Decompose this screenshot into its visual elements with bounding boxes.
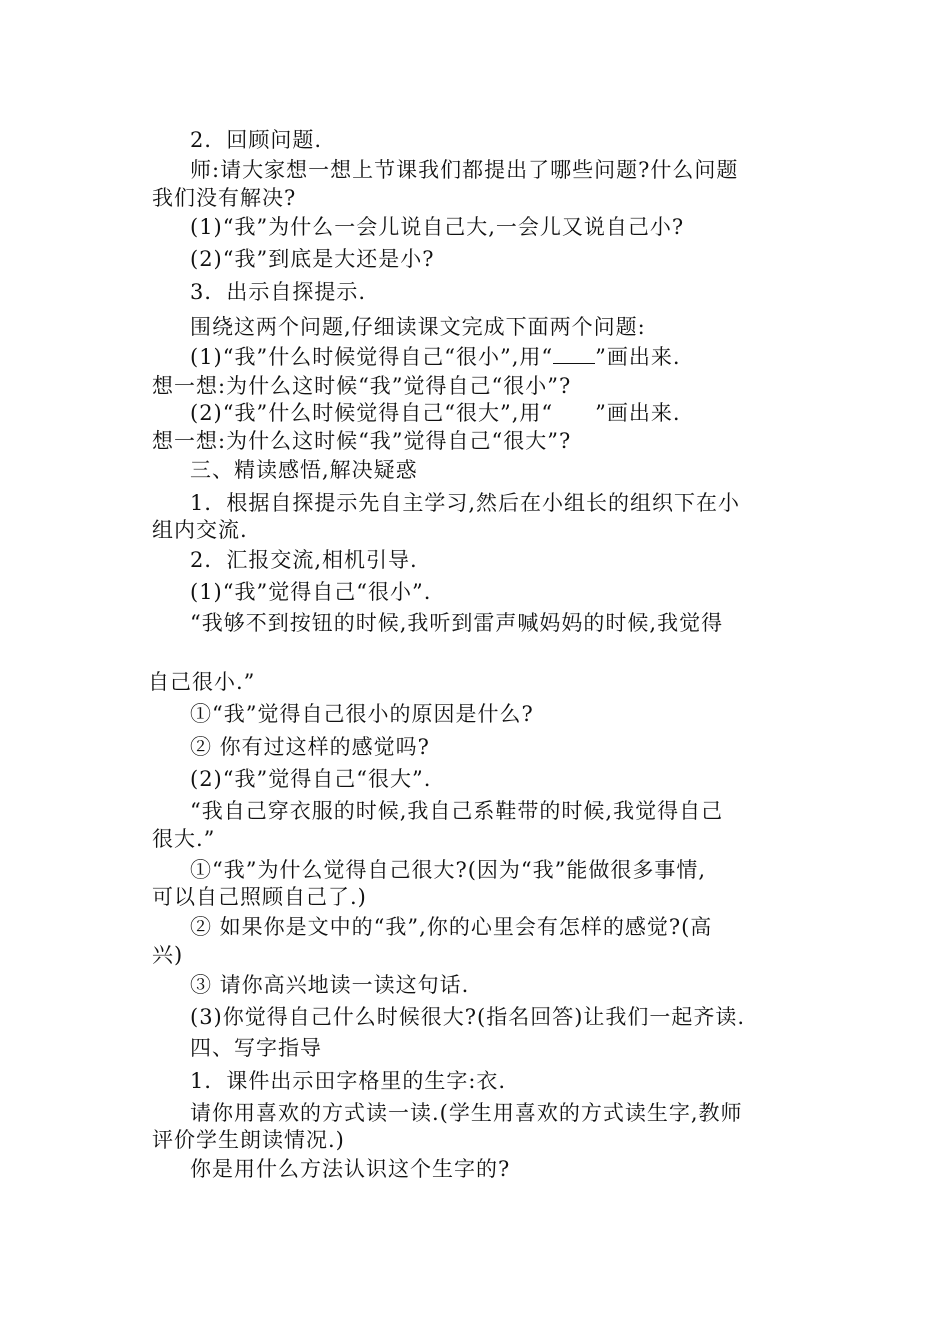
- text-segment: (1)“我”什么时候觉得自己“很小”,用“: [190, 345, 554, 369]
- section-heading: 四、写字指导: [190, 1036, 322, 1060]
- text-line: ② 如果你是文中的“我”,你的心里会有怎样的感觉?(高: [190, 915, 713, 939]
- text-line: 评价学生朗读情况.): [152, 1128, 345, 1152]
- text-line: [190, 399, 681, 427]
- underline-blank: [553, 345, 595, 364]
- text-line: 你是用什么方法认识这个生字的?: [190, 1157, 511, 1181]
- text-line: 3．出示自探提示.: [190, 280, 367, 304]
- text-line: ② 你有过这样的感觉吗?: [190, 735, 430, 759]
- text-line: 想一想:为什么这时候“我”觉得自己“很大”?: [152, 429, 572, 453]
- wavy-line-blank: [553, 402, 595, 420]
- text-line: ①“我”为什么觉得自己很大?(因为“我”能做很多事情,: [190, 858, 707, 882]
- text-line: ①“我”觉得自己很小的原因是什么?: [190, 702, 534, 726]
- text-line: 兴): [152, 943, 184, 967]
- text-line: 自己很小.”: [148, 670, 256, 694]
- text-line: (3)你觉得自己什么时候很大?(指名回答)让我们一起齐读.: [190, 1005, 746, 1029]
- text-segment: ”画出来.: [595, 345, 681, 369]
- text-line: (1)“我”觉得自己“很小”.: [190, 580, 432, 604]
- text-line: 围绕这两个问题,仔细读课文完成下面两个问题:: [190, 315, 646, 339]
- text-line: 1．课件出示田字格里的生字:衣.: [190, 1069, 507, 1093]
- text-line: (1)“我”为什么一会儿说自己大,一会儿又说自己小?: [190, 215, 685, 239]
- text-line: (2)“我”到底是大还是小?: [190, 247, 435, 271]
- text-line: 我们没有解决?: [152, 186, 297, 210]
- text-line: 组内交流.: [152, 518, 248, 542]
- text-line: 2．回顾问题.: [190, 128, 323, 152]
- text-line: 很大.”: [152, 827, 216, 851]
- text-line: (2)“我”觉得自己“很大”.: [190, 767, 432, 791]
- text-line: “我够不到按钮的时候,我听到雷声喊妈妈的时候,我觉得: [190, 611, 724, 635]
- text-line: “我自己穿衣服的时候,我自己系鞋带的时候,我觉得自己: [190, 799, 724, 823]
- section-heading: 三、精读感悟,解决疑惑: [190, 458, 418, 482]
- text-line: 请你用喜欢的方式读一读.(学生用喜欢的方式读生字,教师: [190, 1101, 743, 1125]
- text-line: ③ 请你高兴地读一读这句话.: [190, 973, 470, 997]
- text-segment: (2)“我”什么时候觉得自己“很大”,用“: [190, 401, 554, 425]
- text-line: 可以自己照顾自己了.): [152, 885, 367, 909]
- text-line: 师:请大家想一想上节课我们都提出了哪些问题?什么问题: [190, 158, 739, 182]
- text-line: [190, 343, 681, 371]
- text-line: 1．根据自探提示先自主学习,然后在小组长的组织下在小: [190, 491, 741, 515]
- text-line: 想一想:为什么这时候“我”觉得自己“很小”?: [152, 374, 572, 398]
- text-line: 2．汇报交流,相机引导.: [190, 548, 418, 572]
- text-segment: ”画出来.: [595, 401, 681, 425]
